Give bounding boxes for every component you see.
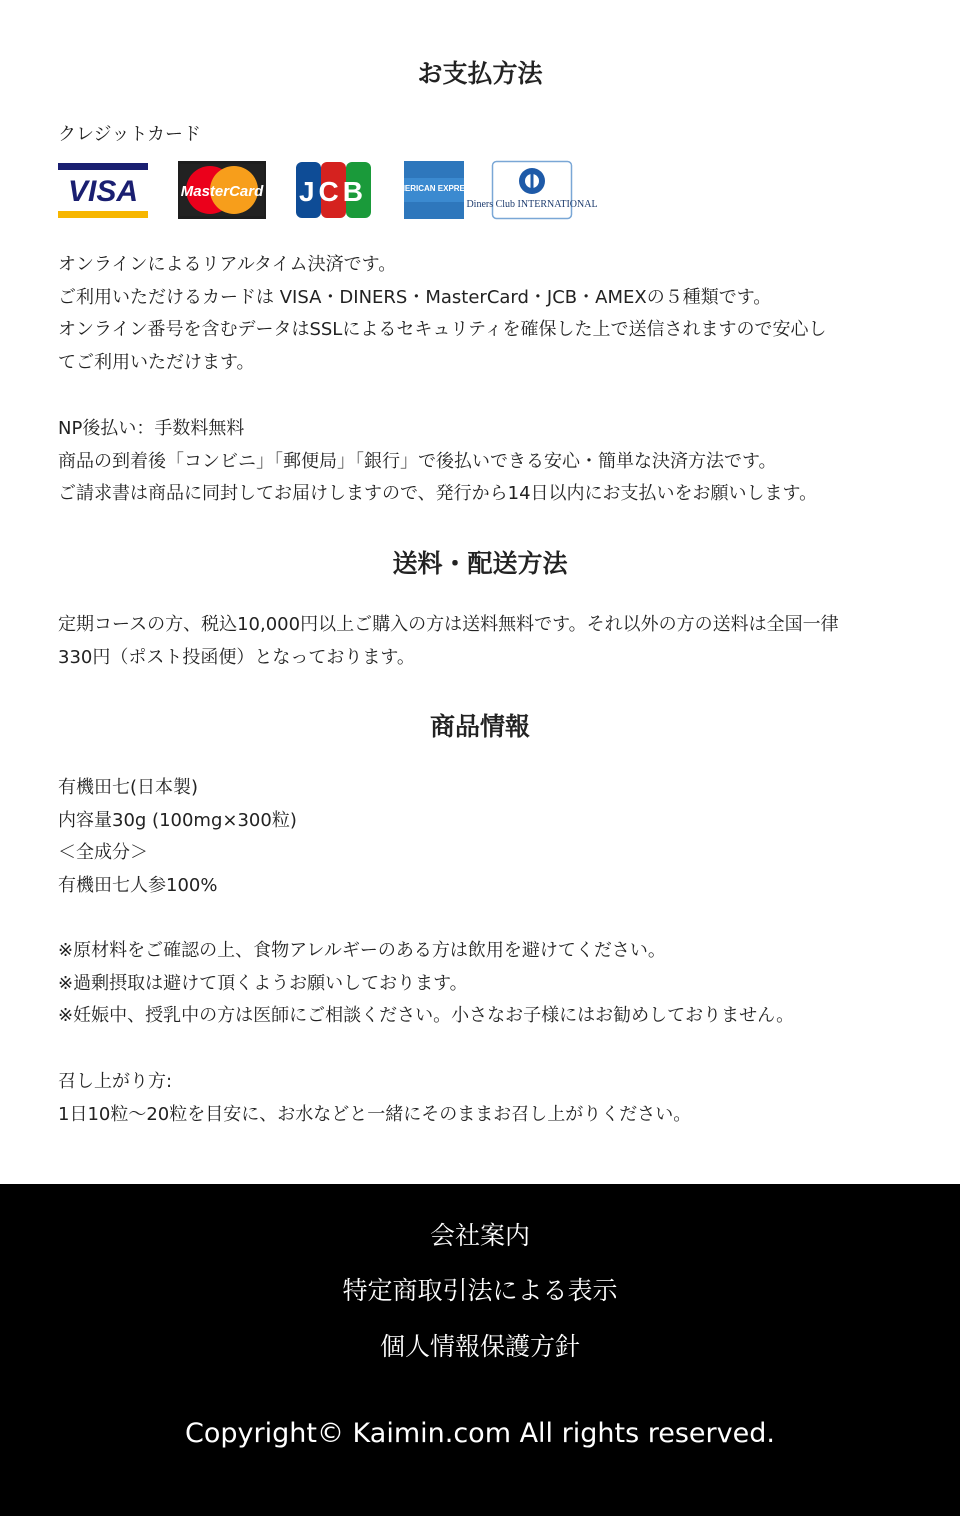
copyright: Copyright© Kaimin.com All rights reserved. [185,1418,775,1449]
np-description [58,413,908,511]
payment-title: お支払方法 [417,59,543,88]
amex-logo-icon [392,161,476,219]
usage [58,1066,908,1131]
footer [0,1184,960,1516]
note-line-2: ※過剰摂取は避けて頂くようお願いしております。 [58,972,468,994]
shipping-line-2: 330円（ポスト投函便）となっております。 [58,646,415,668]
diners-club-logo-icon [466,161,598,219]
shipping-line-1: 定期コースの方、税込10,000円以上ご購入の方は送料無料です。それ以外の方の送料は全国一律 [58,614,839,635]
diners-text: Diners Club INTERNATIONAL [466,199,598,210]
note-line-1: ※原材料をご確認の上、食物アレルギーのある方は飲用を避けてください。 [58,940,666,961]
credit-label-block [58,119,908,152]
visa-text: VISA [67,175,139,208]
amex-text: AMERICAN EXPRESS [392,184,476,193]
product-title: 商品情報 [429,712,530,741]
credit-line-4: てご利用いただけます。 [58,352,255,374]
usage-text: 1日10粒～20粒を目安に、お水などと一緒にそのままお召し上がりください。 [58,1103,692,1125]
np-line-3: ご請求書は商品に同封してお届けしますので、発行から14日以内にお支払いをお願いします。 [58,483,818,505]
np-line-2: 商品の到着後「コンビニ」「郵便局」「銀行」で後払いできる安心・簡単な決済方法です。 [58,450,777,472]
jcb-text: JCB [298,176,368,207]
footer-link-privacy[interactable]: 個人情報保護方針 [379,1332,580,1361]
footer-link-commerce-law[interactable]: 特定商取引法による表示 [342,1276,618,1305]
footer-link-company[interactable]: 会社案内 [429,1221,530,1250]
ingredients-value: 有機田七人参100% [58,875,218,897]
shipping-title: 送料・配送方法 [392,549,568,578]
credit-line-1: オンラインによるリアルタイム決済です。 [58,254,397,275]
jcb-logo-icon [295,161,373,219]
np-line-1: NP後払い：手数料無料 [58,418,245,439]
ingredients-heading: ＜全成分＞ [58,842,148,864]
credit-description [58,249,908,380]
credit-line-2: ご利用いただけるカードは VISA・DINERS・MasterCard・JCB・AMEXの５種類です。 [58,286,772,308]
mastercard-text: MasterCard [180,183,264,200]
credit-line-3: オンライン番号を含むデータはSSLによるセキュリティを確保した上で送信されますので安心し [58,319,827,341]
product-content: 内容量30g (100mg×300粒) [58,809,297,831]
credit-card-label: クレジットカード [58,124,202,145]
mastercard-logo-icon [178,161,266,219]
shipping-description [58,609,908,674]
product-notes [58,935,908,1033]
visa-logo-icon [58,161,148,219]
usage-heading: 召し上がり方: [58,1071,173,1092]
product-info [58,772,908,903]
product-name: 有機田七(日本製) [58,777,199,798]
note-line-3: ※妊娠中、授乳中の方は医師にご相談ください。小さなお子様にはお勧めしておりません。 [58,1005,795,1027]
